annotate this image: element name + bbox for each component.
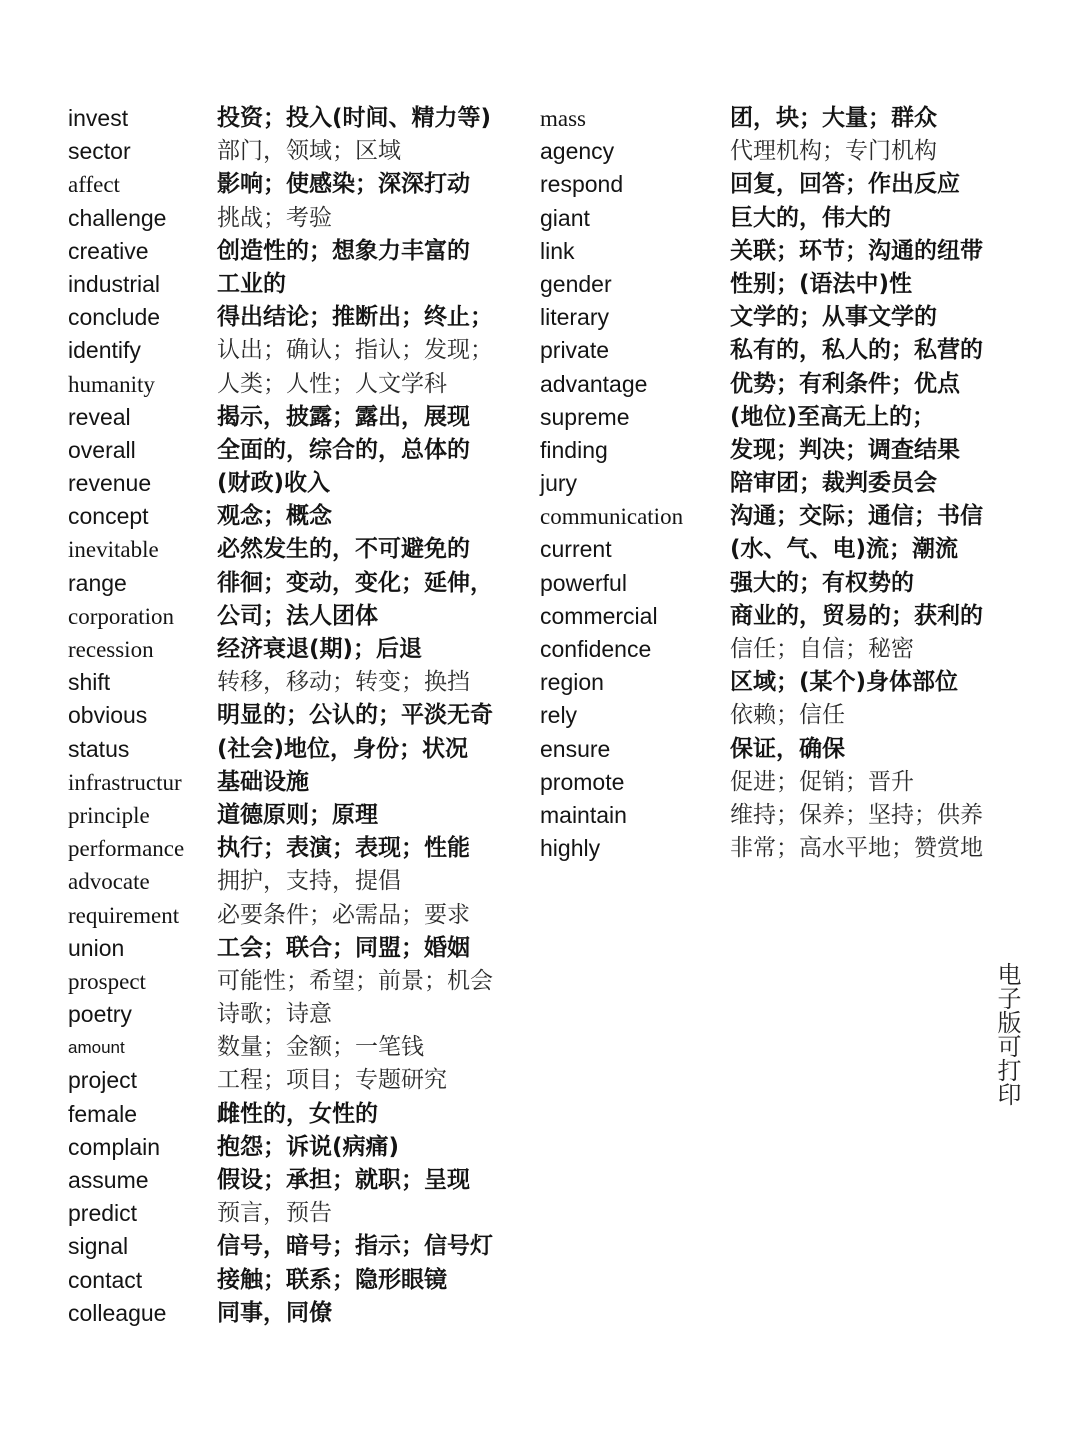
vocab-word: contact bbox=[68, 1266, 143, 1293]
vocab-word: prospect bbox=[68, 968, 146, 994]
vocab-word: affect bbox=[68, 172, 120, 198]
vocab-definition: (财政)收入 bbox=[217, 470, 331, 497]
vocab-word: inevitable bbox=[68, 537, 159, 563]
vocab-definition: 认出；确认；指认；发现； bbox=[217, 337, 493, 364]
vocab-word: female bbox=[68, 1100, 138, 1127]
vocab-definition: 转移，移动；转变；换挡 bbox=[217, 669, 470, 696]
vocab-definition: 挑战；考验 bbox=[217, 204, 332, 231]
vocab-definition: 区域；(某个)身体部位 bbox=[730, 669, 959, 696]
vocab-definition: 经济衰退(期)；后退 bbox=[217, 636, 423, 662]
vocab-word: agency bbox=[540, 138, 615, 165]
vocab-word: industrial bbox=[68, 270, 161, 297]
vocab-definition: 巨大的，伟大的 bbox=[730, 204, 891, 231]
vocab-definition: (水、气、电)流；潮流 bbox=[730, 536, 959, 563]
vocab-word: region bbox=[540, 669, 604, 696]
vocab-definition: 数量；金额；一笔钱 bbox=[217, 1034, 424, 1061]
vocab-word: reveal bbox=[68, 403, 131, 430]
vocab-definition: 得出结论；推断出；终止； bbox=[217, 304, 493, 331]
vocab-word: advantage bbox=[540, 370, 648, 397]
vocab-definition: 文学的；从事文学的 bbox=[730, 304, 937, 331]
right-english-column bbox=[540, 102, 683, 865]
vocab-definition: 必要条件；必需品；要求 bbox=[217, 901, 470, 928]
vocab-word: overall bbox=[68, 436, 136, 463]
vocab-word: gender bbox=[540, 270, 612, 297]
vocab-word: corporation bbox=[68, 603, 175, 629]
vocab-word: confidence bbox=[540, 636, 652, 662]
vocab-word: mass bbox=[540, 106, 586, 131]
vocab-definition: 可能性；希望；前景；机会 bbox=[217, 967, 493, 994]
vocab-definition: 工业的 bbox=[217, 270, 286, 297]
vocab-word: identify bbox=[68, 337, 141, 364]
vocab-word: finding bbox=[540, 436, 608, 463]
vocab-definition: 保证，确保 bbox=[730, 735, 845, 762]
vocab-definition: 关联；环节；沟通的纽带 bbox=[730, 237, 983, 264]
vocab-definition: 接触；联系；隐形眼镜 bbox=[217, 1266, 447, 1293]
vocab-word: promote bbox=[540, 768, 625, 795]
vocab-definition: 依赖；信任 bbox=[730, 702, 845, 729]
vocab-definition: 团，块；大量；群众 bbox=[730, 105, 937, 131]
vocab-definition: 回复，回答；作出反应 bbox=[730, 171, 960, 198]
vocab-definition: 优势；有利条件；优点 bbox=[730, 370, 960, 397]
vocab-definition: 揭示，披露；露出，展现 bbox=[217, 403, 470, 430]
vocab-word: poetry bbox=[68, 1001, 132, 1028]
vocab-word: union bbox=[68, 934, 125, 961]
vocab-definition: 代理机构；专门机构 bbox=[730, 138, 937, 165]
vocab-word: complain bbox=[68, 1133, 161, 1160]
vocab-word: humanity bbox=[68, 371, 155, 397]
vocab-word: infrastructur bbox=[68, 769, 182, 795]
vocab-word: obvious bbox=[68, 702, 148, 729]
vocab-definition: 同事，同僚 bbox=[217, 1299, 332, 1326]
vocab-definition: 信任；自信；秘密 bbox=[730, 636, 914, 662]
vocab-word: supreme bbox=[540, 403, 630, 430]
vocab-word: principle bbox=[68, 802, 150, 828]
vocab-definition: 人类；人性；人文学科 bbox=[217, 370, 447, 397]
vocab-word: recession bbox=[68, 637, 154, 662]
vocab-word: powerful bbox=[540, 569, 627, 596]
vocab-word: project bbox=[68, 1067, 138, 1094]
vocab-definition: 基础设施 bbox=[217, 768, 309, 795]
vocab-word: range bbox=[68, 569, 127, 596]
vocab-word: revenue bbox=[68, 470, 152, 497]
vocab-word: amount bbox=[68, 1038, 125, 1058]
vocab-definition: 徘徊；变动，变化；延伸， bbox=[217, 569, 493, 596]
vocab-word: current bbox=[540, 536, 612, 563]
vocab-word: private bbox=[540, 337, 610, 364]
vocab-definition: 投资；投入(时间、精力等) bbox=[217, 105, 492, 131]
vocab-definition: 观念；概念 bbox=[217, 503, 332, 530]
vocab-word: assume bbox=[68, 1167, 149, 1193]
vocab-definition: 雌性的，女性的 bbox=[217, 1100, 378, 1127]
vocab-definition: 工会；联合；同盟；婚姻 bbox=[217, 934, 470, 961]
vocab-word: concept bbox=[68, 503, 149, 530]
vocab-word: communication bbox=[540, 504, 684, 530]
vocab-definition: 必然发生的，不可避免的 bbox=[217, 536, 470, 563]
vocab-definition: 影响；使感染；深深打动 bbox=[217, 171, 470, 198]
vocab-definition: 全面的，综合的，总体的 bbox=[217, 436, 470, 463]
vocab-definition: 陪审团；裁判委员会 bbox=[730, 470, 937, 497]
vocab-word: rely bbox=[540, 702, 578, 729]
vocab-definition: 执行；表演；表现；性能 bbox=[217, 835, 470, 862]
vocab-word: predict bbox=[68, 1200, 138, 1227]
printable-note: 电子版可打印 bbox=[993, 962, 1021, 1106]
vocab-definition: 促进；促销；晋升 bbox=[730, 768, 914, 795]
vocab-definition: 强大的；有权势的 bbox=[730, 569, 914, 596]
vocab-definition: 部门，领域；区域 bbox=[217, 138, 401, 165]
vocab-word: maintain bbox=[540, 801, 627, 828]
vocab-definition: 抱怨；诉说(病痛) bbox=[217, 1133, 400, 1160]
vocab-definition: 公司；法人团体 bbox=[217, 602, 378, 629]
vocab-definition: (社会)地位，身份；状况 bbox=[217, 735, 469, 762]
vocab-word: signal bbox=[68, 1233, 129, 1260]
vocab-word: commercial bbox=[540, 602, 658, 629]
vocab-definition: (地位)至高无上的； bbox=[730, 403, 936, 430]
vocab-definition: 发现；判决；调查结果 bbox=[730, 436, 960, 463]
left-english-column bbox=[68, 102, 184, 1330]
vocab-definition: 维持；保养；坚持；供养 bbox=[730, 801, 983, 828]
vocab-word: challenge bbox=[68, 204, 167, 231]
vocab-definition: 预言，预告 bbox=[217, 1200, 332, 1227]
vocab-word: sector bbox=[68, 138, 131, 165]
vocab-word: literary bbox=[540, 304, 610, 331]
vocab-word: requirement bbox=[68, 902, 180, 928]
vocab-definition: 商业的，贸易的；获利的 bbox=[730, 602, 983, 629]
vocab-definition: 工程；项目；专题研究 bbox=[217, 1067, 447, 1094]
left-chinese-column bbox=[217, 102, 493, 1330]
vocab-definition: 私有的，私人的；私营的 bbox=[730, 337, 983, 364]
vocab-word: performance bbox=[68, 836, 185, 862]
vocab-definition: 拥护，支持，提倡 bbox=[217, 868, 401, 895]
vocab-definition: 假设；承担；就职；呈现 bbox=[217, 1167, 470, 1193]
vocab-word: colleague bbox=[68, 1299, 167, 1326]
vocab-word: ensure bbox=[540, 735, 611, 762]
vocab-word: advocate bbox=[68, 869, 150, 895]
vocab-definition: 道德原则；原理 bbox=[217, 801, 378, 828]
vocab-definition: 非常；高水平地；赞赏地 bbox=[730, 835, 983, 862]
vocab-definition: 沟通；交际；通信；书信 bbox=[730, 503, 983, 530]
right-chinese-column bbox=[730, 102, 983, 865]
vocab-definition: 明显的；公认的；平淡无奇 bbox=[217, 702, 493, 729]
vocab-word: shift bbox=[68, 669, 111, 696]
vocab-word: highly bbox=[540, 835, 601, 862]
vocab-word: giant bbox=[540, 204, 590, 231]
vocab-definition: 信号，暗号；指示；信号灯 bbox=[217, 1233, 493, 1260]
vocab-word: respond bbox=[540, 171, 624, 198]
vocab-word: creative bbox=[68, 237, 149, 264]
vocab-word: link bbox=[540, 237, 575, 264]
vocab-word: status bbox=[68, 735, 130, 762]
vocab-word: invest bbox=[68, 105, 129, 131]
vocab-definition: 性别；(语法中)性 bbox=[730, 270, 913, 297]
vocab-word: jury bbox=[540, 470, 578, 497]
vocab-word: conclude bbox=[68, 304, 161, 331]
vocab-definition: 创造性的；想象力丰富的 bbox=[217, 237, 470, 264]
vocab-definition: 诗歌；诗意 bbox=[217, 1001, 332, 1028]
